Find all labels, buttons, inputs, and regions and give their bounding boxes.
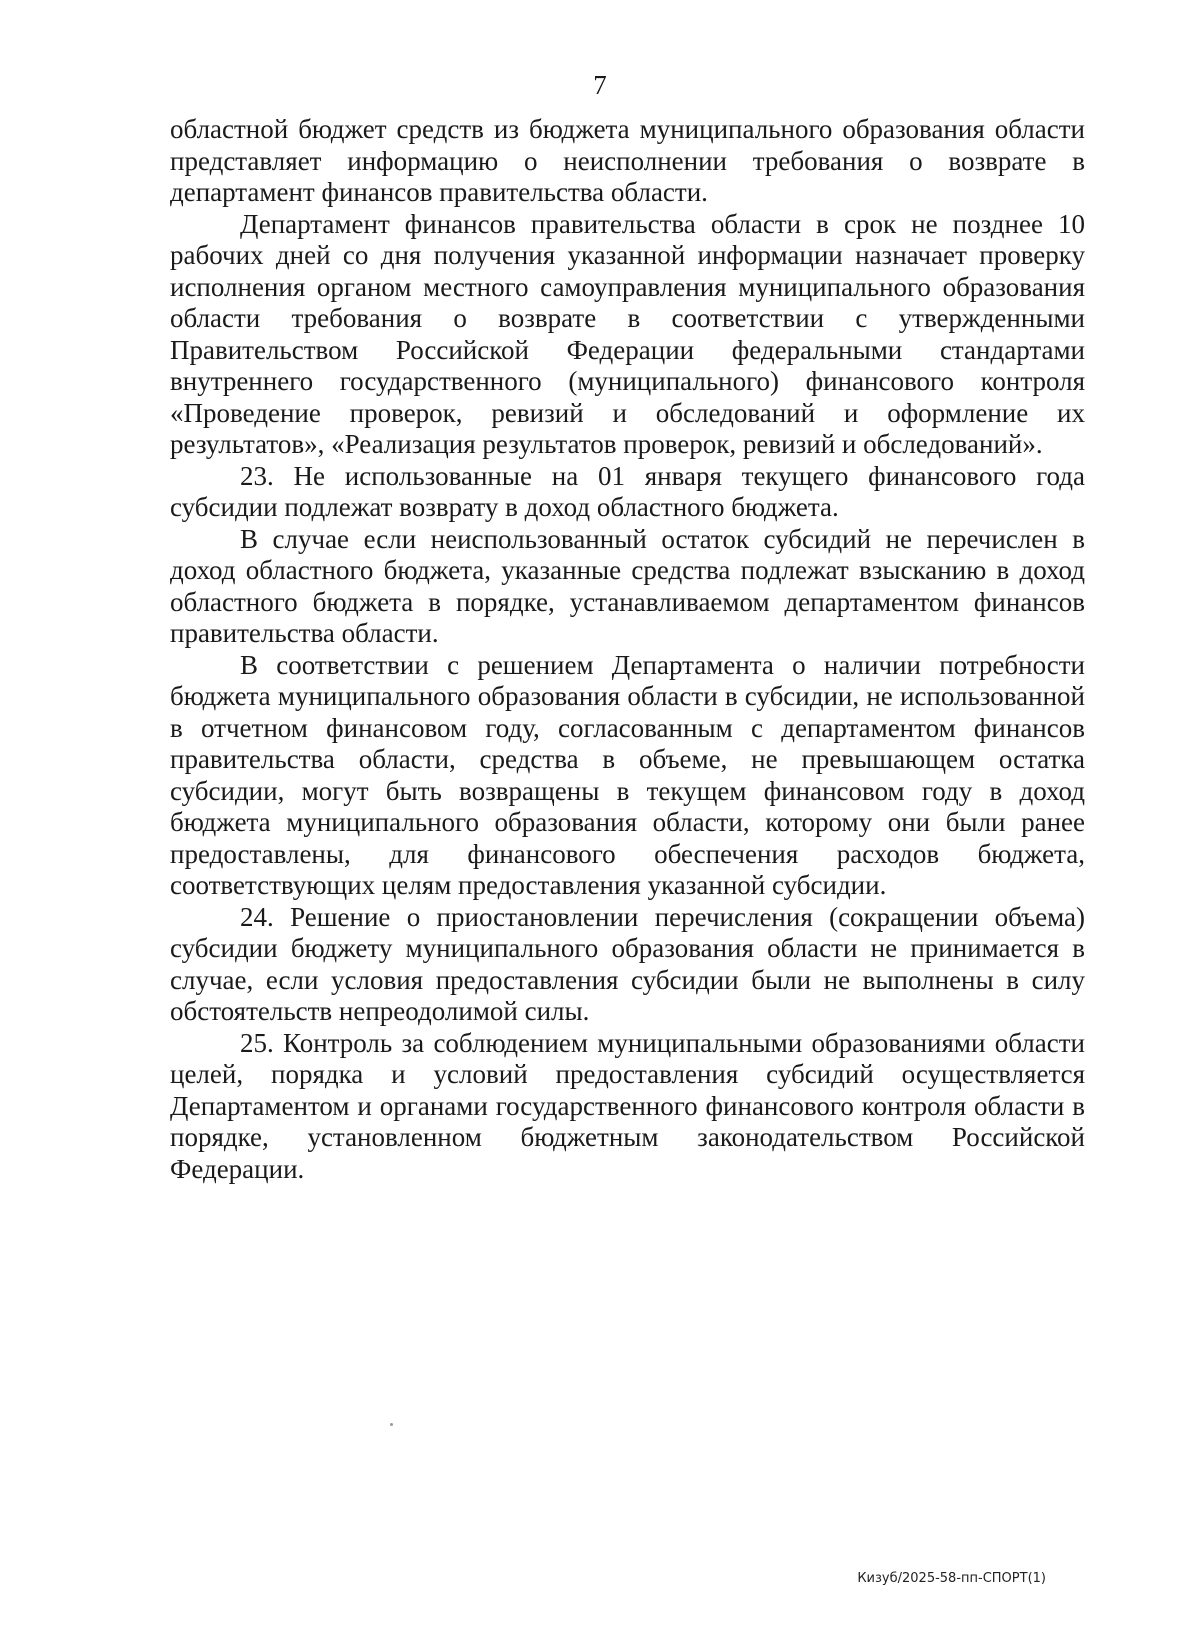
page-number: 7 [593, 70, 607, 100]
paragraph-inspection: Департамент финансов правительства области в срок не позднее 10 рабочих дней со дня получения указанной информации назначает проверку исполнения органом местного самоуправления муниципального образования области требования о возврате в соответствии с утвержденными Правительством Российской Федерации федеральными стандартами внутреннего государственного (муниципального) финансового контроля «Проведение проверок, ревизий и обследований и оформление их результатов», «Реализация результатов проверок, ревизий и обследований». [170, 208, 1085, 459]
scan-artifact [390, 1423, 393, 1426]
paragraph-25: 25. Контроль за соблюдением муниципальными образованиями области целей, порядка и условий предоставления субсидий осуществляется Департаментом и органами государственного финансового контроля области в порядке, установленном бюджетным законодательством Российской Федерации. [170, 1027, 1085, 1184]
document-code: Кизуб/2025-58-пп-СПОРТ(1) [857, 1571, 1046, 1586]
paragraph-23: 23. Не использованные на 01 января текущего финансового года субсидии подлежат возврату в доход областного бюджета. [170, 460, 1085, 522]
paragraph-continuation: областной бюджет средств из бюджета муниципального образования области представляет информацию о неисполнении требования о возврате в департамент финансов правительства области. [170, 114, 1085, 207]
document-body [170, 114, 1085, 1185]
paragraph-return-decision: В соответствии с решением Департамента о наличии потребности бюджета муниципального образования области в субсидии, не использованной в отчетном финансовом году, согласованным с департаментом финансов правительства области, средства в объеме, не превышающем остатка субсидии, могут быть возвращены в текущем финансовом году в доход бюджета муниципального образования области, которому они были ранее предоставлены, для финансового обеспечения расходов бюджета, соответствующих целям предоставления указанной субсидии. [170, 649, 1085, 900]
paragraph-24: 24. Решение о приостановлении перечисления (сокращении объема) субсидии бюджету муниципального образования области не принимается в случае, если условия предоставления субсидии были не выполнены в силу обстоятельств непреодолимой силы. [170, 901, 1085, 1026]
paragraph-unspent-remainder: В случае если неиспользованный остаток субсидий не перечислен в доход областного бюджета, указанные средства подлежат взысканию в доход областного бюджета в порядке, устанавливаемом департаментом финансов правительства области. [170, 523, 1085, 648]
